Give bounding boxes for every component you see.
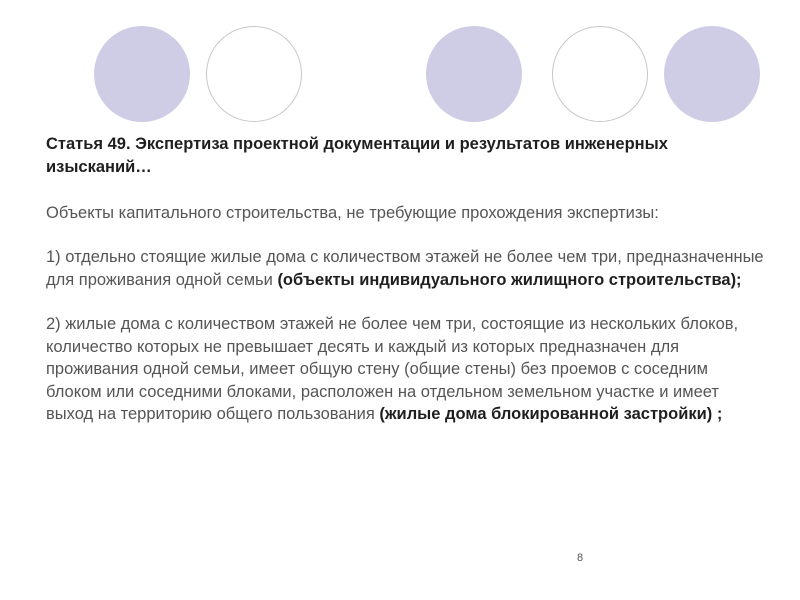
slide-content xyxy=(46,133,766,426)
list-item-1-text: 1) отдельно стоящие жилые дома с количеством этажей не более чем три, предназначенные для проживания одной семьи xyxy=(46,248,764,289)
intro-text: Объекты капитального строительства, не требующие прохождения экспертизы: xyxy=(46,204,659,222)
list-item-2 xyxy=(46,313,766,426)
circle-filled-3 xyxy=(664,26,760,122)
circle-outline-2 xyxy=(552,26,648,122)
list-item-2-text: 2) жилые дома с количеством этажей не более чем три, состоящие из нескольких блоков, количество которых не превышает десять и каждый из которых предназначен для проживания одной семьи, имеет общую стену (общие стены) без проемов с соседним блоком или соседними блоками, расположен на отдельном земельном участке и имеет выход на территорию общего пользования xyxy=(46,315,739,423)
list-item-1-bold: (объекты индивидуального жилищного строительства); xyxy=(277,270,742,289)
circle-filled-2 xyxy=(426,26,522,122)
circle-outline-1 xyxy=(206,26,302,122)
slide-title: Статья 49. Экспертиза проектной документации и результатов инженерных изысканий… xyxy=(46,135,668,176)
circle-filled-1 xyxy=(94,26,190,122)
list-item-2-bold: (жилые дома блокированной застройки) ; xyxy=(379,405,723,423)
decorative-circles xyxy=(0,0,800,130)
list-item-1 xyxy=(46,246,766,291)
page-number: 8 xyxy=(577,552,584,564)
